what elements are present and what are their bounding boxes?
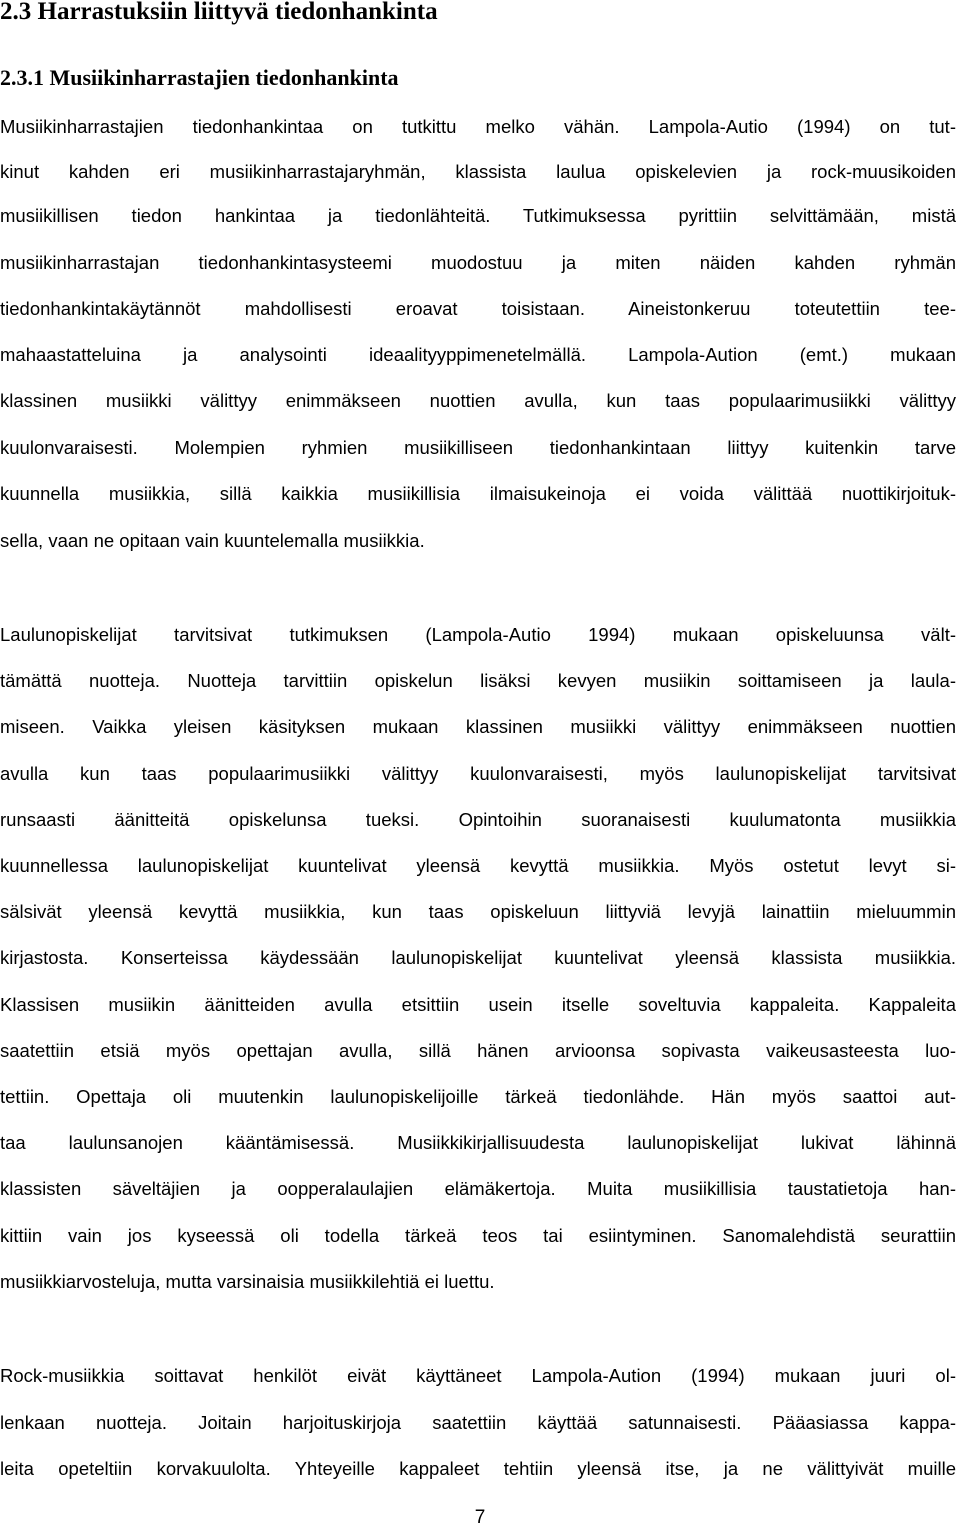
text-line: taa laulunsanojen kääntämisessä. Musiikkikirjallisuudesta laulunopiskelijat lukivat lähinnä (0, 1132, 956, 1153)
section-heading: 2.3 Harrastuksiin liittyvä tiedonhankinta (0, 0, 438, 25)
text-line: sälsivät yleensä kevyttä musiikkia, kun taas opiskeluun liittyviä levyjä lainattiin mieluummin (0, 901, 956, 922)
text-line: Laulunopiskelijat tarvitsivat tutkimuksen (Lampola-Autio 1994) mukaan opiskeluunsa vält- (0, 624, 956, 645)
text-line: musiikinharrastajan tiedonhankintasysteemi muodostuu ja miten näiden kahden ryhmän (0, 252, 956, 273)
text-line: musiikkiarvosteluja, mutta varsinaisia musiikkilehtiä ei luettu. (0, 1271, 495, 1292)
text-line: kinut kahden eri musiikinharrastajaryhmän, klassista laulua opiskelevien ja rock-muusikoiden (0, 161, 956, 182)
text-line: saatettiin etsiä myös opettajan avulla, sillä hänen arvioonsa sopivasta vaikeusasteesta luo- (0, 1040, 956, 1061)
text-line: tämättä nuotteja. Nuotteja tarvittiin opiskelun lisäksi kevyen musiikin soittamiseen ja laula- (0, 670, 956, 691)
text-line: leita opeteltiin korvakuulolta. Yhteyeille kappaleet tehtiin yleensä itse, ja ne välittyivät muille (0, 1458, 956, 1479)
text-line: tettiin. Opettaja oli muutenkin laulunopiskelijoille tärkeä tiedonlähde. Hän myös saattoi aut- (0, 1086, 956, 1107)
subsection-heading: 2.3.1 Musiikinharrastajien tiedonhankinta (0, 65, 399, 90)
page-number: 7 (474, 1507, 486, 1528)
text-line: klassisten säveltäjien ja oopperalaulajien elämäkertoja. Muita musiikillisia taustatietoja han- (0, 1178, 956, 1199)
text-line: tiedonhankintakäytännöt mahdollisesti eroavat toisistaan. Aineistonkeruu toteutettiin tee- (0, 298, 956, 319)
text-line: runsaasti äänitteitä opiskelunsa tueksi. Opintoihin suoranaisesti kuulumatonta musiikkia (0, 809, 956, 830)
text-line: mahaastatteluina ja analysointi ideaalityyppimenetelmällä. Lampola-Aution (emt.) mukaan (0, 344, 956, 365)
text-line: musiikillisen tiedon hankintaa ja tiedonlähteitä. Tutkimuksessa pyrittiin selvittämään, mistä (0, 205, 956, 226)
text-line: kittiin vain jos kyseessä oli todella tärkeä teos tai esiintyminen. Sanomalehdistä seurattiin (0, 1225, 956, 1246)
text-line: Musiikinharrastajien tiedonhankintaa on tutkittu melko vähän. Lampola-Autio (1994) on tut- (0, 116, 956, 137)
text-line: miseen. Vaikka yleisen käsityksen mukaan klassinen musiikki välittyy enimmäkseen nuottien (0, 716, 956, 737)
text-line: Klassisen musiikin äänitteiden avulla etsittiin usein itselle soveltuvia kappaleita. Kappaleita (0, 994, 956, 1015)
text-line: kuunnella musiikkia, sillä kaikkia musiikillisia ilmaisukeinoja ei voida välittää nuottikirjoituk- (0, 483, 956, 504)
text-line: kirjastosta. Konserteissa käydessään laulunopiskelijat kuuntelivat yleensä klassista musiikkia. (0, 947, 956, 968)
text-line: Rock-musiikkia soittavat henkilöt eivät käyttäneet Lampola-Aution (1994) mukaan juuri ol- (0, 1365, 956, 1386)
text-line: lenkaan nuotteja. Joitain harjoituskirjoja saatettiin käyttää satunnaisesti. Pääasiassa kappa- (0, 1412, 956, 1433)
text-line: kuunnellessa laulunopiskelijat kuuntelivat yleensä kevyttä musiikkia. Myös ostetut levyt si- (0, 855, 956, 876)
text-line: kuulonvaraisesti. Molempien ryhmien musiikilliseen tiedonhankintaan liittyy kuitenkin tarve (0, 437, 956, 458)
text-line: avulla kun taas populaarimusiikki välittyy kuulonvaraisesti, myös laulunopiskelijat tarvitsivat (0, 763, 956, 784)
text-line: klassinen musiikki välittyy enimmäkseen nuottien avulla, kun taas populaarimusiikki välittyy (0, 390, 956, 411)
text-line: sella, vaan ne opitaan vain kuuntelemalla musiikkia. (0, 530, 425, 551)
